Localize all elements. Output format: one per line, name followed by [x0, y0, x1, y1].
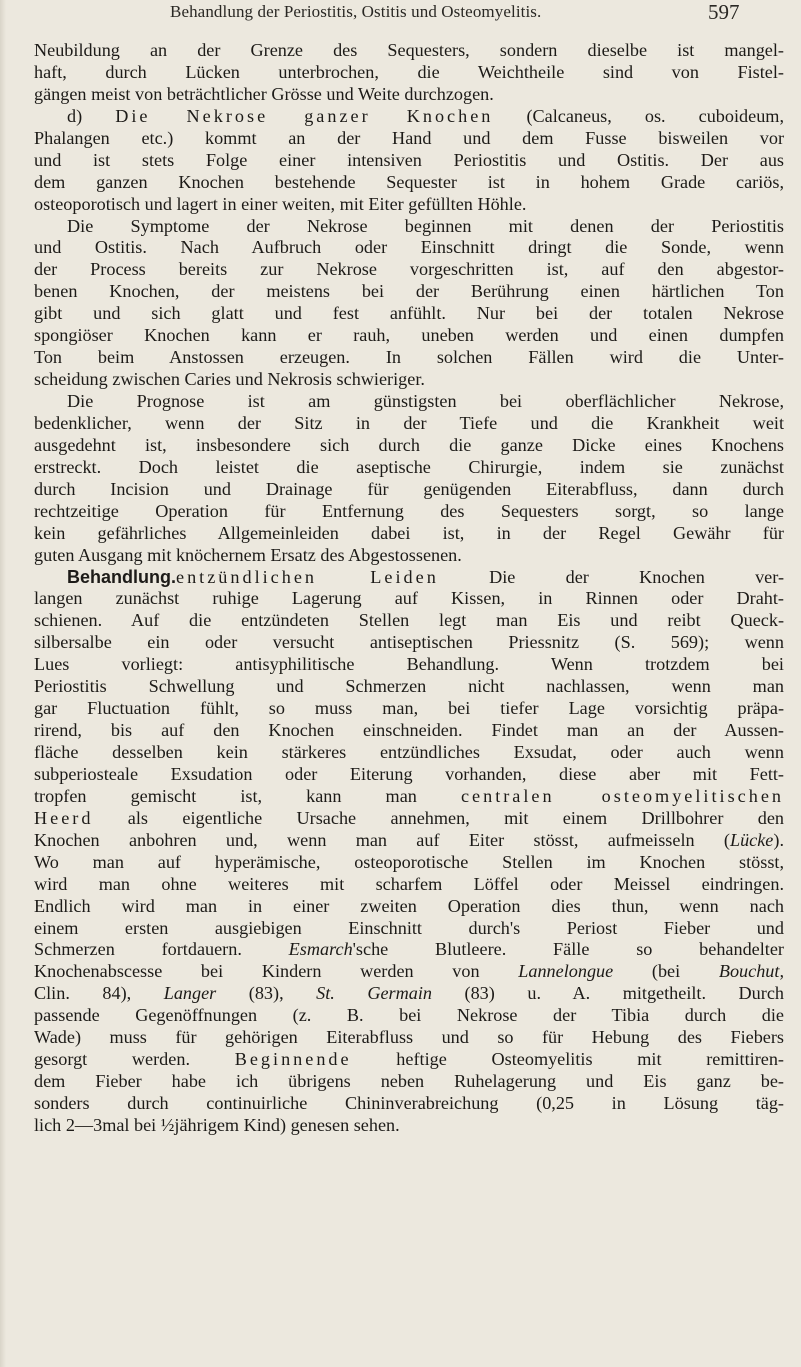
spaced-emphasis: entzündlichen Leiden — [176, 566, 439, 587]
text-line — [34, 128, 784, 150]
text-line — [34, 764, 784, 786]
text-line — [34, 84, 784, 106]
text-line — [34, 150, 784, 172]
text-line — [34, 347, 784, 369]
text-run: ausgedehnt ist, insbesondere sich durch die ganze Dicke eines Knochens — [34, 434, 784, 455]
text-run: Neubildung an der Grenze des Sequesters, sondern dieselbe ist mangel- — [34, 40, 784, 60]
text-run: Knochen anbohren und, wenn man auf Eiter stösst, aufmeisseln ( — [34, 829, 730, 850]
text-run: Endlich wird man in einer zweiten Operation dies thun, wenn nach — [34, 895, 784, 916]
text-line — [34, 62, 784, 84]
text-line — [34, 106, 784, 128]
text-run: ). — [773, 829, 784, 850]
italic-name: Langer — [163, 983, 217, 1004]
text-run: einem ersten ausgiebigen Einschnitt durch's Periost Fieber und — [34, 917, 784, 938]
text-run: Die Symptome der Nekrose beginnen mit denen der Periostitis — [67, 215, 784, 236]
text-run: bedenklicher, wenn der Sitz in der Tiefe und die Krankheit weit — [34, 412, 784, 433]
text-line — [34, 172, 784, 194]
italic-name: St. Germain — [316, 983, 433, 1004]
text-line — [34, 742, 784, 764]
text-line — [34, 588, 784, 610]
text-line — [34, 413, 784, 435]
text-run: haft, durch Lücken unterbrochen, die Weichtheile sind von Fistel- — [34, 61, 784, 82]
text-run: und ist stets Folge einer intensiven Periostitis und Ostitis. Der aus — [34, 149, 784, 170]
text-run: Knochenabscesse bei Kindern werden von — [34, 961, 519, 982]
text-run: dem Fieber habe ich übrigens neben Ruhelagerung und Eis ganz be- — [34, 1071, 784, 1092]
spaced-emphasis: Heerd — [34, 807, 94, 828]
text-line — [34, 216, 784, 238]
text-line — [34, 610, 784, 632]
text-run: sonders durch continuirliche Chininverabreichung (0,25 in Lösung täg- — [34, 1093, 784, 1113]
text-line — [34, 40, 784, 62]
body-text — [34, 40, 784, 1137]
text-run: (bei — [613, 961, 719, 982]
text-run: rechtzeitige Operation für Entfernung des Sequesters sorgt, so lange — [34, 500, 784, 521]
page-number: 597 — [708, 0, 740, 24]
text-run: (Calcaneus, os. cuboideum, — [493, 105, 784, 126]
text-run: Ton beim Anstossen erzeugen. In solchen Fällen wird die Unter- — [34, 347, 784, 368]
text-run: dem ganzen Knochen bestehende Sequester ist in hohem Grade cariös, — [34, 171, 784, 192]
text-line — [34, 654, 784, 676]
text-run: subperiosteale Exsudation oder Eiterung vorhanden, diese aber mit Fett- — [34, 763, 784, 784]
italic-name: Esmarch — [288, 939, 353, 960]
text-run: lich 2—3mal bei ½jährigem Kind) genesen sehen. — [34, 1114, 400, 1135]
text-run: der Process bereits zur Nekrose vorgeschritten ist, auf den abgestor- — [34, 259, 784, 280]
text-line — [34, 435, 784, 457]
text-line — [34, 259, 784, 281]
text-run: Phalangen etc.) kommt an der Hand und dem Fusse bisweilen vor — [34, 127, 784, 148]
text-run: wird man ohne weiteres mit scharfem Löffel oder Meissel eindringen. — [34, 873, 784, 894]
text-run: scheidung zwischen Caries und Nekrosis schwieriger. — [34, 369, 425, 390]
text-run: Lues vorliegt: antisyphilitische Behandlung. Wenn trotzdem bei — [34, 654, 784, 675]
text-run: d) — [67, 105, 116, 126]
text-line — [34, 808, 784, 830]
text-line — [34, 676, 784, 698]
text-line — [34, 1093, 784, 1115]
text-line — [34, 391, 784, 413]
text-line — [34, 632, 784, 654]
text-run: als eigentliche Ursache annehmen, mit einem Drillbohrer den — [93, 807, 784, 828]
text-line — [34, 939, 784, 961]
text-line — [34, 567, 784, 589]
text-line — [34, 325, 784, 347]
text-line — [34, 237, 784, 259]
text-run: gesorgt werden. — [34, 1049, 235, 1070]
text-run: Schmerzen fortdauern. — [34, 939, 289, 960]
text-run: gar Fluctuation fühlt, so muss man, bei tiefer Lage vorsichtig präpa- — [34, 698, 784, 719]
text-run: Die — [438, 566, 566, 587]
text-line — [34, 1115, 784, 1137]
text-run: osteoporotisch und lagert in einer weiten, mit Eiter gefüllten Höhle. — [34, 193, 527, 214]
italic-name: Lannelongue — [518, 961, 614, 982]
text-line — [34, 896, 784, 918]
text-run: benen Knochen, der meistens bei der Berührung einen härtlichen Ton — [34, 281, 784, 302]
text-line — [34, 698, 784, 720]
section-heading: Behandlung. — [67, 566, 176, 587]
text-line — [34, 874, 784, 896]
text-line — [34, 194, 784, 216]
text-line — [34, 501, 784, 523]
text-run: silbersalbe ein oder versucht antiseptischen Priessnitz (S. 569); wenn — [34, 632, 784, 653]
text-run: und Ostitis. Nach Aufbruch oder Einschnitt dringt die Sonde, wenn — [34, 237, 784, 258]
text-line — [34, 1049, 784, 1071]
text-line — [34, 786, 784, 808]
text-run: Wo man auf hyperämische, osteoporotische Stellen im Knochen stösst, — [34, 851, 784, 872]
text-run: langen zunächst ruhige Lagerung auf Kissen, in Rinnen oder Draht- — [34, 588, 784, 609]
text-run: fläche desselben kein stärkeres entzündliches Exsudat, oder auch wenn — [34, 742, 784, 762]
text-run: der Knochen ver- — [565, 566, 784, 587]
text-run: guten Ausgang mit knöchernem Ersatz des Abgestossenen. — [34, 544, 462, 565]
text-line — [34, 281, 784, 303]
text-line — [34, 720, 784, 742]
text-run: Periostitis Schwellung und Schmerzen nicht nachlassen, wenn man — [34, 676, 784, 697]
text-run: durch Incision und Drainage für genügenden Eiterabfluss, dann durch — [34, 478, 784, 499]
text-line — [34, 479, 784, 501]
text-line — [34, 918, 784, 940]
text-line — [34, 830, 784, 852]
text-run: passende Gegenöffnungen (z. B. bei Nekrose der Tibia durch die — [34, 1005, 784, 1026]
running-header: Behandlung der Periostitis, Ostitis und Osteomyelitis. — [170, 2, 542, 21]
text-line — [34, 457, 784, 479]
text-line — [34, 523, 784, 545]
text-line — [34, 369, 784, 391]
text-run: erstreckt. Doch leistet die aseptische Chirurgie, indem sie zunächst — [34, 456, 784, 477]
text-run: Die Prognose ist am günstigsten bei oberflächlicher Nekrose, — [67, 391, 784, 411]
italic-name: Bouchut, — [718, 961, 784, 982]
italic-name: Lücke — [729, 829, 774, 850]
text-line — [34, 983, 784, 1005]
spaced-emphasis: centralen osteomyelitischen — [460, 785, 784, 806]
text-line — [34, 961, 784, 983]
text-line — [34, 852, 784, 874]
text-line — [34, 545, 784, 567]
text-run: schienen. Auf die entzündeten Stellen legt man Eis und reibt Queck- — [34, 610, 784, 631]
spaced-emphasis: Die Nekrose ganzer Knochen — [115, 105, 494, 126]
page-edge-shadow — [0, 0, 6, 1367]
text-run: (83), — [216, 983, 317, 1004]
spaced-emphasis: Beginnende — [234, 1049, 352, 1070]
text-line — [34, 303, 784, 325]
text-line — [34, 1005, 784, 1027]
text-run: rirend, bis auf den Knochen einschneiden. Findet man an der Aussen- — [34, 720, 784, 741]
text-line — [34, 1071, 784, 1093]
text-run: spongiöser Knochen kann er rauh, uneben werden und einen dumpfen — [34, 325, 784, 346]
text-run: gängen meist von beträchtlicher Grösse und Weite durchzogen. — [34, 83, 494, 104]
text-run: heftige Osteomyelitis mit remittiren- — [351, 1049, 784, 1070]
text-run: Wade) muss für gehörigen Eiterabfluss und so für Hebung des Fiebers — [34, 1027, 784, 1048]
text-run: Clin. 84), — [34, 983, 164, 1004]
text-run: kein gefährliches Allgemeinleiden dabei ist, in der Regel Gewähr für — [34, 522, 784, 543]
text-run: (83) u. A. mitgetheilt. Durch — [432, 983, 784, 1004]
text-run: gibt und sich glatt und fest anfühlt. Nur bei der totalen Nekrose — [34, 303, 784, 324]
text-run: tropfen gemischt ist, kann man — [34, 785, 461, 806]
text-line — [34, 1027, 784, 1049]
text-run: 'sche Blutleere. Fälle so behandelter — [352, 939, 784, 960]
